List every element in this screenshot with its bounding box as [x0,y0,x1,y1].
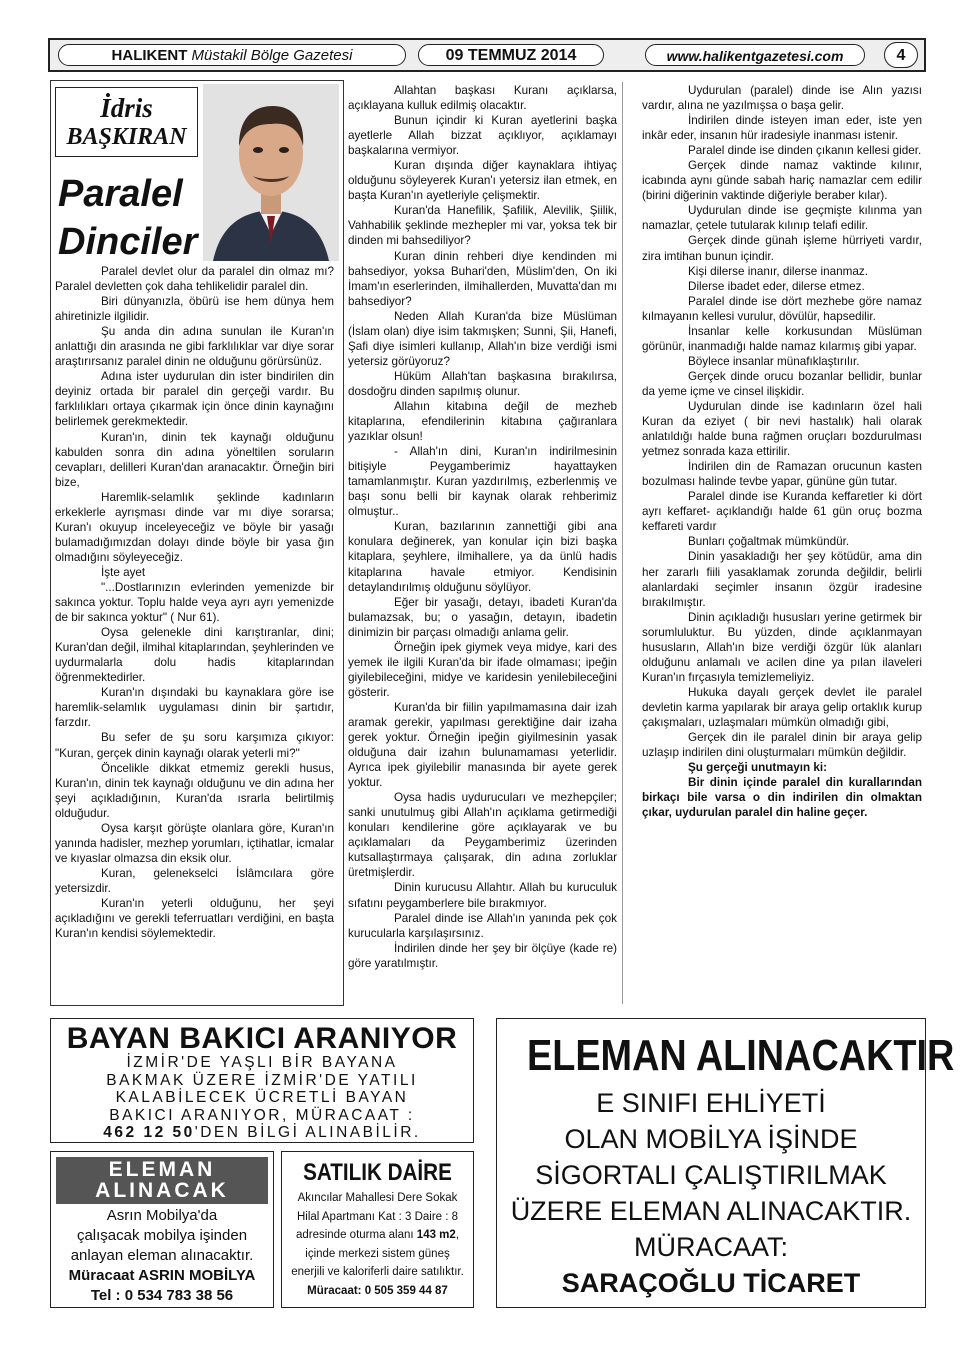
column-divider [622,82,623,1004]
caregiver-line: KALABİLECEK ÜCRETLİ BAYAN [115,1089,409,1106]
caregiver-contact [51,1124,473,1142]
paper-name: HALIKENT [111,47,188,64]
article-paragraph: İndirilen dinde her şey bir ölçüye (kade re) göre yaratılmıştır. [348,941,617,970]
driver-ad-line: OLAN MOBİLYA İŞİNDE [564,1124,858,1154]
article-paragraph: Bunları çoğaltmak mümkündür. [688,535,850,549]
article-paragraph: Şu anda din adına sunulan ile Kuran'ın anlattığı din arasında ne gibi farklılıklar var diye sorar araştırırsanız paralel dinin ne olduğunu görürsünüz. [55,325,334,369]
apartment-ad-text-b: , içinde merkezi sistem güneş enerjili ve kaloriferli daire satılıktır. [291,1229,464,1278]
issue-date: 09 TEMMUZ 2014 [418,44,604,66]
article-paragraph: Gerçek dinde orucu bozanlar bellidir, bunlar da yeme içme ve cinsel ilişkidir. [642,369,922,398]
apartment-ad-contact: Müracaat: 0 505 359 44 87 [307,1284,448,1297]
article-paragraph: Oysa gelenekle dini karıştıranlar, dini; Kuran'dan değil, ilmihal kitaplarından, şeyhlerinden ve uydurmalarla dolu hadis kitaplarından öğrenmektedirler. [55,626,335,685]
article-paragraph: İşte ayet [101,565,146,579]
furniture-ad-body [51,1206,273,1306]
article-paragraph: "...Dostlarınızın evlerinden yemenizde bir sakınca yoktur. Toplu halde veya ayrı ayrı yemenizde de bir sakınca yoktur" ( Nur 61). [55,580,334,625]
article-paragraph: Adına ister uydurulan din ister bindirilen din deyiniz ortada bir paralel din gerçeği vardır. Bu farklılıkları ortaya çıkarmak için önce dinin kaynağını belirlemek gerekmektedir. [55,370,334,429]
article-paragraph: Oysa hadis uydurucuları ve mezhepçiler; sanki unutulmuş gibi Allah'ın açıklama getirmediği konuları kendilerine göre açıklayarak ve bu açıklamaları da Peygamberimiz üzerinden kutsallaştırmaya çalışarak, din adına zorluklar üretmişlerdir. [348,791,617,880]
article-paragraph: Allahın kitabına değil de mezheb kitaplarına, efendilerinin kitabına çağıranlara yazıklar olsun! [348,399,617,444]
furniture-ad-phone: Tel : 0 534 783 38 56 [90,1287,234,1304]
page-number: 4 [884,42,918,68]
article-paragraph: Biri dünyanızla, öbürü ise hem dünya hem ahiretinizle ilgilidir. [55,295,334,324]
apartment-ad-title: SATILIK DAİRE [303,1159,452,1186]
furniture-job-ad [50,1151,274,1308]
article-paragraph: Dinin kurucusu Allahtır. Allah bu kuruculuk sıfatını peygamberlere bile bırakmıyor. [348,881,617,910]
author-name-box [55,87,198,157]
caregiver-ad-body [51,1054,473,1142]
article-paragraph: Bir dinin içinde paralel din kurallarından birkaçı bile varsa o din indirilen din olmaktan çıkar, uydurulan paralel din haline geçer. [642,776,922,820]
article-paragraph: Gerçek din ile paralel dinin bir araya gelip uzlaşıp indirilen dini oluşturmaları mümkün değildir. [642,731,922,760]
furniture-ad-title-line1: ELEMAN [108,1158,216,1181]
article-paragraph: Paralel dinde ise Kuranda keffaretler ki dört ayrı keffaret- açıklandığı halde 61 gün oruç bozma keffareti vardır [642,490,922,534]
article-paragraph: Kuran dinin rehberi diye kendinden mi bahsediyor, yoksa Buhari'den, Müslim'den, On iki İmam'ın eserlerinden, ilmihallerden, Muvatta'dan mı bahsediyor? [348,249,617,308]
caregiver-ad [50,1018,474,1143]
article-paragraph: - Allah'ın dini, Kuran'ın indirilmesinin bitişiyle Peygamberimiz hayattayken tamamlanmıştır. Kuran yazdırılmış, ezberlenmiş ve başı sonu belli bir kaynak olarak rehberimiz olmuştur.. [348,445,617,519]
article-title-line2: Dinciler [58,221,198,263]
article-paragraph: Hukuka dayalı gerçek devlet ile paralel devletin karma yapılarak bir araya gelip ortaklık kurup çakışmaları, uzlaşmaları mümkün olmadığı gibi, [642,685,922,729]
caregiver-ad-title: BAYAN BAKICI ARANIYOR [66,1022,458,1055]
driver-job-ad [496,1018,955,1308]
article-paragraph: Şu gerçeği unutmayın ki: [688,761,827,775]
furniture-ad-line: çalışacak mobilya işinden [76,1227,248,1244]
article-paragraph: Paralel dinde ise dinden çıkanın kellesi gider. [688,144,922,158]
caregiver-line: BAKMAK ÜZERE İZMİR'DE YATILI [106,1071,418,1089]
paper-subtitle: Müstakil Bölge Gazetesi [191,47,353,64]
article-paragraph: Oysa karşıt görüşte olanlara göre, Kuran'ın yanında hadisler, mezhep yorumları, içtihatlar, icmalar ve kıyaslar olmazsa din eksik olur. [55,821,334,865]
article-paragraph: Haremlik-selamlık şeklinde kadınların erkeklerle ayrışması dinde var mı diye sorarsa; Kuran'ı okuyup inceleyeceğiz ve böyle bir yasağı bulamadığımızdan dolayı dinde böyle bir yasa ğın olmadığını söyleyeceğiz. [55,490,334,564]
apartment-ad-area: 143 m2 [416,1229,456,1241]
article-column-1 [55,264,334,941]
article-paragraph: Dilerse ibadet eder, dilerse etmez. [688,279,865,293]
article-paragraph: İndirilen dinde isteyen iman eder, iste yen inkâr eder, insanın hür iradesiyle inanması istenir. [642,114,922,143]
author-photo [203,84,339,261]
article-paragraph: Kuran'ın dışındaki bu kaynaklara göre ise haremlik-selamlık uygulaması dinin bir şartıdır, farzdır. [55,686,334,730]
article-paragraph: Kuran'da bir fiilin yapılmamasına dair izah aramak gerekir, yapılması gerektiğine dair izaha gerek yoktur. Örneğin ipeğin giyilmesinin yasak olduğuna dair izahın bulunamaması yeterlidir. Ayrıca ipek giyilebilir manasında bir ayete gerek yoktur. [348,700,617,790]
article-paragraph: Uydurulan dinde ise kadınların özel hali Kuran da eziyet ( bir nevi hastalık) hali olarak anlatıldığı halde buna rağmen oruçları bozdurulması yetmez sonrada kaza ettirilir. [642,399,922,459]
driver-ad-line: E SINIFI EHLİYETİ [596,1088,826,1118]
article-paragraph: Dinin yasakladığı her şey kötüdür, ama din her zararlı fiili yasaklamak zorunda değildir, belirli alanlardaki seçimler insanın özgür iradesine bırakılmıştır. [642,550,922,609]
article-paragraph: Örneğin ipek giymek veya midye, kari des yemek ile ilgili Kuran'da bir ifade olmaması; ipeğin giyilebileceğini, midye ve karidesin yenilebileceğini gösterir. [348,640,617,699]
article-paragraph: Neden Allah Kuran'da bize Müslüman (İslam olan) diye isim takmışken; Sunni, Şii, Hanefi, Şafi diye isimleri kullanıp, Allah'ın bize verdiği ismi yetersiz görüyoruz? [348,309,617,368]
furniture-ad-title-line2: ALINACAK [95,1179,229,1202]
driver-ad-line: MÜRACAAT: [633,1232,788,1262]
caregiver-line: İZMİR'DE YAŞLI BİR BAYANA [126,1054,398,1071]
article-paragraph: Kuran, bazılarının zannettiği gibi ana konulara değinerek, yan konular için bizi başka kitaplara, şeyhlere, ilmihallere, ya da ünlü hadis kitaplarına havale etmiyor. Kendisinin detaylandırılmış olduğunu söylüyor. [348,520,617,594]
website-link[interactable]: www.halikentgazetesi.com [645,44,865,66]
article-paragraph: Uydurulan (paralel) dinde ise Alın yazısı vardır, alına ne yazılmışsa o başa gelir. [642,84,922,113]
article-paragraph: Kuran dışında diğer kaynaklara ihtiyaç olduğunu söyleyerek Kuran'ı yetersiz ilan etmek, en başta Kuran'ın ayetleriyle çelişmektir. [348,159,617,203]
article-paragraph: Kuran'ın, dinin tek kaynağı olduğunu kabulden sonra din adına yöneltilen soruların cevapları, delilleri Kuran'dan aranacaktır. Örneğin biri bize, [55,430,334,489]
article-paragraph: İndirilen din de Ramazan orucunun kasten bozulması halinde tevbe yapar, gününe gün tutar. [642,460,922,489]
furniture-ad-contact: Müracaat ASRIN MOBİLYA [68,1267,256,1284]
driver-ad-line: SİGORTALI ÇALIŞTIRILMAK [535,1160,887,1190]
article-paragraph: Öncelikle dikkat etmemiz gerekli husus, Kuran'ın, dinin tek kaynağı olduğunu ve din adına her şeyi açıkladığının, Kuran'da ısrarla belirtilmiş olduğudur. [55,761,334,820]
article-paragraph: Eğer bir yasağı, detayı, ibadeti Kuran'da bulamazsak, bu; o yasağın, detayın, ibadetin dinimizin bir parçası olmadığı anlama gelir. [348,595,617,639]
article-paragraph: Hüküm Allah'tan başkasına bırakılırsa, dosdoğru dinden sapılmış olunur. [348,369,617,398]
furniture-ad-title [56,1157,268,1204]
article-paragraph: Dinin açıkladığı hususları yerine getirmek bir sorumluluktur. Bu yüzden, dinde açıklanmayan hususların, Allah'ın bize verdiği özgür lük alanları olduğunu anlamalı ve acilen dine ya pılan ilaveleri Kuran'ın fırçasıyla temizlemeliyiz. [642,610,922,684]
driver-ad-title: ELEMAN ALINACAKTIR [526,1031,955,1080]
caregiver-phone: 462 12 50 [103,1124,195,1141]
article-paragraph: Kuran'ın yeterli olduğunu, her şeyi açıkladığını ve gerekli teferruatları verdiğini, en başta Kuran'ın kendisi söylemektedir. [55,896,334,941]
caregiver-line: BAKICI ARANIYOR, MÜRACAAT : [109,1106,415,1124]
article-paragraph: Paralel dinde ise Allah'ın yanında pek çok kurucularla karşılaşırsınız. [348,911,617,940]
masthead-pill [58,44,406,66]
apartment-ad-text-a: Akıncılar Mahallesi Dere Sokak Hilal Apartmanı Kat : 3 Daire : 8 adresinde oturma alanı [295,1192,459,1241]
article-paragraph: Uydurulan dinde ise geçmişte kılınma yan namazlar, çetele tutularak kılınıp telafi edilir. [642,204,922,233]
article-paragraph: Bu sefer de şu soru karşımıza çıkıyor: "Kuran, gerçek dinin kaynağı olarak yeterli mi?" [55,731,334,760]
article-paragraph: Kişi dilerse inanır, dilerse inanmaz. [688,264,868,278]
article-paragraph: Allahtan başkası Kuranı açıklarsa, açıklayana kulluk edilmiş olacaktır. [348,84,617,113]
furniture-ad-line: Asrın Mobilya'da [106,1207,218,1224]
apartment-ad-body [288,1189,467,1282]
article-paragraph: Bunun içindir ki Kuran ayetlerini başka ayetlerle Allah bizzat açıklıyor, açıklamayı başkalarına vermiyor. [348,114,617,158]
article-paragraph: Kuran, gelenekselci İslâmcılara göre yetersizdir. [55,866,334,895]
driver-ad-body [497,1085,925,1301]
article-paragraph: Paralel dinde ise dört mezhebe göre namaz kılmayanın kellesi vurulur, dövülür, hapsedilir. [642,294,922,323]
article-paragraph: İnsanlar kelle korkusundan Müslüman görünür, inanmadığı halde namaz kılarmış gibi yapar. [642,324,922,353]
author-last-name: BAŞKIRAN [66,124,187,150]
article-paragraph: Gerçek dinde namaz vaktinde kılınır, icabında aynı günde sabah hariç namazlar cem edilir (birini diğerinin vaktinde diğeriyle beraber kılar). [642,159,922,203]
article-title [58,170,197,266]
article-title-line1: Paralel [58,173,183,215]
author-first-name: İdris [100,93,153,123]
page-header [48,38,926,72]
caregiver-phone-suffix: 'DEN BİLGİ ALINABİLİR. [194,1124,421,1141]
apartment-sale-ad [281,1151,474,1308]
driver-ad-line: ÜZERE ELEMAN ALINACAKTIR. [510,1196,912,1226]
article-column-3 [642,83,922,820]
article-column-2 [348,83,617,971]
article-paragraph: Paralel devlet olur da paralel din olmaz mı? Paralel devletten çok daha tehlikelidir paralel din. [55,265,334,294]
article-paragraph: Böylece insanlar münafıklaştırılır. [688,354,860,368]
author-portrait-illustration [203,84,339,261]
furniture-ad-line: anlayan eleman alınacaktır. [70,1247,254,1264]
article-paragraph: Gerçek dinde günah işleme hürriyeti vardır, zira imtihan bunun içindir. [642,234,922,263]
article-paragraph: Kuran'da Hanefilik, Şafilik, Alevilik, Şiilik, Vahhabilik şeklinde mezhepler mi var, yoksa tek bir dinden mi bahsediliyor? [348,204,617,248]
driver-ad-company: SARAÇOĞLU TİCARET [561,1268,861,1298]
